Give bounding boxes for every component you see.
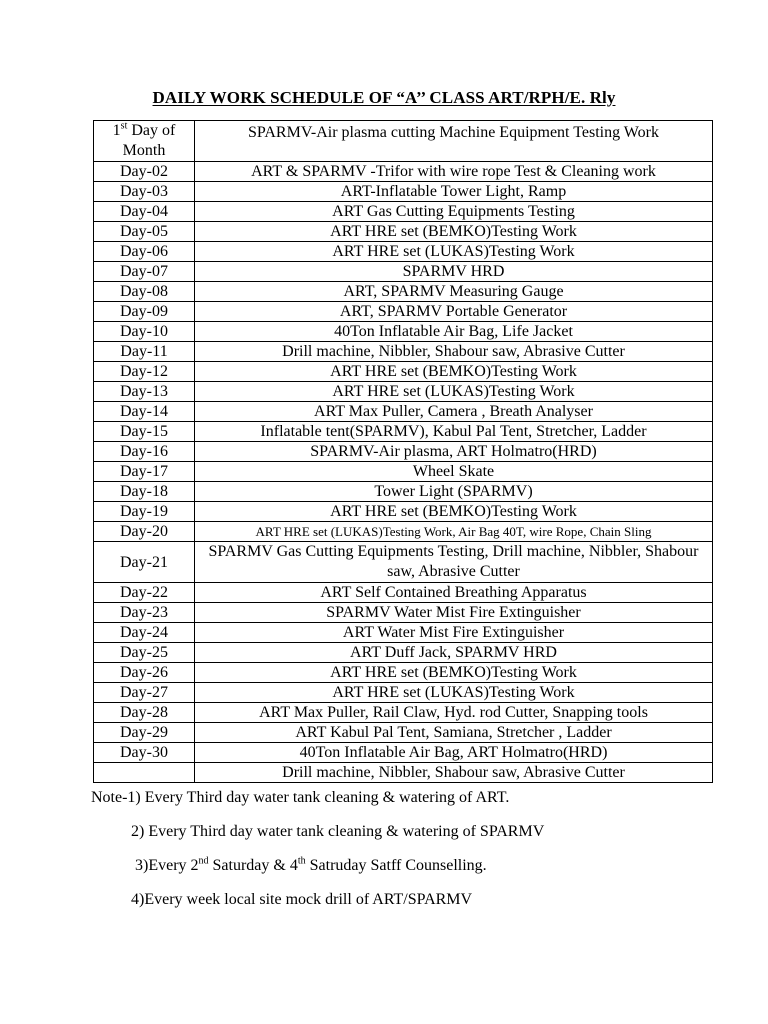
day-cell — [94, 121, 195, 162]
day-cell: Day-24 — [94, 623, 195, 643]
day-header-number: 1 — [112, 122, 121, 139]
task-cell: SPARMV Gas Cutting Equipments Testing, Drill machine, Nibbler, Shabour saw, Abrasive Cutter — [195, 542, 713, 583]
day-cell: Day-02 — [94, 162, 195, 182]
day-header-line2: Month — [122, 142, 166, 159]
task-cell: ART Gas Cutting Equipments Testing — [195, 202, 713, 222]
day-cell: Day-25 — [94, 643, 195, 663]
table-row — [94, 522, 713, 542]
table-row — [94, 482, 713, 502]
day-cell: Day-08 — [94, 282, 195, 302]
task-cell: ART HRE set (BEMKO)Testing Work — [195, 502, 713, 522]
day-cell: Day-12 — [94, 362, 195, 382]
note-1: Note-1) Every Third day water tank cleaning & watering of ART. — [91, 789, 510, 806]
table-row — [94, 121, 713, 162]
task-cell: SPARMV Water Mist Fire Extinguisher — [195, 603, 713, 623]
table-row — [94, 362, 713, 382]
task-cell: ART HRE set (LUKAS)Testing Work — [195, 382, 713, 402]
task-cell: Tower Light (SPARMV) — [195, 482, 713, 502]
document-title: DAILY WORK SCHEDULE OF “A’’ CLASS ART/RPH/E. Rly — [152, 88, 616, 107]
table-row — [94, 703, 713, 723]
task-cell: ART HRE set (LUKAS)Testing Work — [195, 242, 713, 262]
task-cell: SPARMV-Air plasma, ART Holmatro(HRD) — [195, 442, 713, 462]
table-row — [94, 583, 713, 603]
day-cell: Day-27 — [94, 683, 195, 703]
day-cell: Day-04 — [94, 202, 195, 222]
task-cell: Drill machine, Nibbler, Shabour saw, Abrasive Cutter — [195, 763, 713, 783]
task-cell: 40Ton Inflatable Air Bag, ART Holmatro(HRD) — [195, 743, 713, 763]
task-cell: ART Kabul Pal Tent, Samiana, Stretcher , Ladder — [195, 723, 713, 743]
note-3-superscript-1: nd — [198, 855, 209, 867]
task-cell: SPARMV HRD — [195, 262, 713, 282]
table-row — [94, 442, 713, 462]
table-row — [94, 462, 713, 482]
day-cell: Day-06 — [94, 242, 195, 262]
table-row — [94, 282, 713, 302]
table-row — [94, 502, 713, 522]
task-cell: 40Ton Inflatable Air Bag, Life Jacket — [195, 322, 713, 342]
table-row — [94, 643, 713, 663]
task-cell: ART HRE set (LUKAS)Testing Work, Air Bag 40T, wire Rope, Chain Sling — [195, 522, 713, 542]
table-row — [94, 402, 713, 422]
table-row — [94, 202, 713, 222]
day-cell: Day-05 — [94, 222, 195, 242]
day-cell: Day-19 — [94, 502, 195, 522]
note-3-part-b: Saturday & 4 — [208, 857, 298, 874]
day-cell: Day-14 — [94, 402, 195, 422]
task-cell: ART HRE set (BEMKO)Testing Work — [195, 362, 713, 382]
task-cell: ART HRE set (LUKAS)Testing Work — [195, 683, 713, 703]
task-cell: ART, SPARMV Portable Generator — [195, 302, 713, 322]
day-cell: Day-20 — [94, 522, 195, 542]
table-row — [94, 422, 713, 442]
table-row — [94, 262, 713, 282]
table-row — [94, 322, 713, 342]
note-3 — [135, 857, 487, 875]
table-row — [94, 723, 713, 743]
table-row — [94, 222, 713, 242]
note-3-part-a: 3)Every 2 — [135, 857, 199, 874]
task-cell: ART Max Puller, Rail Claw, Hyd. rod Cutter, Snapping tools — [195, 703, 713, 723]
day-cell: Day-28 — [94, 703, 195, 723]
table-row — [94, 663, 713, 683]
table-row — [94, 542, 713, 583]
table-row — [94, 763, 713, 783]
day-cell: Day-17 — [94, 462, 195, 482]
day-cell: Day-15 — [94, 422, 195, 442]
note-2: 2) Every Third day water tank cleaning & watering of SPARMV — [131, 823, 545, 840]
task-cell: ART Water Mist Fire Extinguisher — [195, 623, 713, 643]
task-cell: Inflatable tent(SPARMV), Kabul Pal Tent, Stretcher, Ladder — [195, 422, 713, 442]
day-cell: Day-10 — [94, 322, 195, 342]
day-cell: Day-03 — [94, 182, 195, 202]
day-cell: Day-13 — [94, 382, 195, 402]
task-cell: ART & SPARMV -Trifor with wire rope Test & Cleaning work — [195, 162, 713, 182]
table-row — [94, 623, 713, 643]
table-row — [94, 683, 713, 703]
day-cell: Day-26 — [94, 663, 195, 683]
day-cell — [94, 763, 195, 783]
task-cell: ART Self Contained Breathing Apparatus — [195, 583, 713, 603]
task-cell: ART Max Puller, Camera , Breath Analyser — [195, 402, 713, 422]
day-cell: Day-30 — [94, 743, 195, 763]
table-row — [94, 302, 713, 322]
day-cell: Day-16 — [94, 442, 195, 462]
task-cell: ART Duff Jack, SPARMV HRD — [195, 643, 713, 663]
day-cell: Day-11 — [94, 342, 195, 362]
day-cell: Day-29 — [94, 723, 195, 743]
table-row — [94, 162, 713, 182]
day-cell: Day-22 — [94, 583, 195, 603]
note-3-part-c: Satruday Satff Counselling. — [305, 857, 487, 874]
table-row — [94, 743, 713, 763]
table-row — [94, 182, 713, 202]
table-row — [94, 242, 713, 262]
day-cell: Day-09 — [94, 302, 195, 322]
note-3-superscript-2: th — [297, 855, 306, 867]
note-4: 4)Every week local site mock drill of ART/SPARMV — [131, 891, 473, 908]
day-cell: Day-07 — [94, 262, 195, 282]
day-cell: Day-18 — [94, 482, 195, 502]
table-row — [94, 382, 713, 402]
task-cell: ART, SPARMV Measuring Gauge — [195, 282, 713, 302]
task-cell: ART HRE set (BEMKO)Testing Work — [195, 222, 713, 242]
day-header-rest: Day of — [127, 122, 176, 139]
task-cell: Wheel Skate — [195, 462, 713, 482]
table-row — [94, 603, 713, 623]
task-cell: Drill machine, Nibbler, Shabour saw, Abrasive Cutter — [195, 342, 713, 362]
schedule-body — [94, 121, 713, 783]
table-row — [94, 342, 713, 362]
task-cell: SPARMV-Air plasma cutting Machine Equipment Testing Work — [195, 121, 713, 162]
task-cell: ART-Inflatable Tower Light, Ramp — [195, 182, 713, 202]
task-cell: ART HRE set (BEMKO)Testing Work — [195, 663, 713, 683]
day-cell: Day-23 — [94, 603, 195, 623]
day-header-superscript: st — [120, 120, 128, 132]
schedule-table — [93, 120, 713, 783]
day-cell: Day-21 — [94, 542, 195, 583]
